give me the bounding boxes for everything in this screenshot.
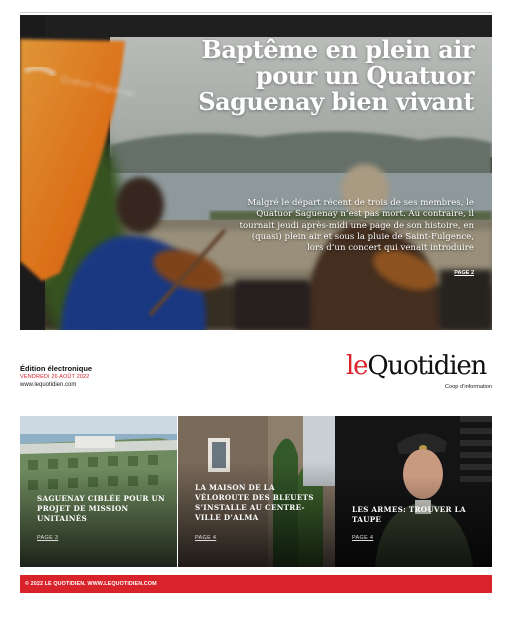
hero-story[interactable] bbox=[20, 15, 492, 330]
hero-title[interactable]: Baptême en plein air pour un Quatuor Saguenay bien vivant bbox=[198, 35, 474, 116]
logo-quotidien: Quotidien bbox=[367, 351, 487, 381]
edition-date: VENDREDI 26 AOÛT 2022 bbox=[20, 374, 90, 380]
card-photo-building bbox=[20, 416, 177, 567]
story-card-saguenay[interactable] bbox=[20, 416, 177, 567]
story-card-maison-veloroute[interactable] bbox=[178, 416, 335, 567]
card-page-link[interactable]: PAGE 4 bbox=[352, 535, 374, 541]
hero-page-link[interactable]: PAGE 2 bbox=[454, 270, 474, 276]
card-title[interactable]: SAGUENAY CIBLÉE POUR UN PROJET DE MISSION UNITAINÉS bbox=[37, 494, 165, 523]
card-title[interactable]: LA MAISON DE LA VÉLOROUTE DES BLEUETS S’INSTALLE AU CENTRE-VILLE D’ALMA bbox=[195, 483, 314, 522]
le-quotidien-logo[interactable] bbox=[346, 349, 492, 383]
logo-tagline: Coop d’information bbox=[445, 384, 492, 390]
banner-logo-text: Quatuor Saguenay bbox=[59, 73, 136, 99]
edition-url-link[interactable]: www.lequotidien.com bbox=[20, 382, 77, 388]
card-title[interactable]: LES ARMES: TROUVER LA TAUPE bbox=[352, 505, 466, 524]
story-card-les-armes[interactable] bbox=[335, 416, 492, 567]
edition-title: Édition électronique bbox=[20, 364, 93, 373]
card-photo-soldier bbox=[335, 416, 492, 567]
hero-description: Malgré le départ récent de trois de ses membres, le Quatuor Saguenay n’est pas mort. Au contraire, il tournait jeudi après-midi une page de son histoire, en (quasi) plein air et sous la pluie de Saint-Fulgence, lors d’un concert qui venait introduire bbox=[239, 198, 474, 254]
logo-le: le bbox=[346, 351, 368, 381]
card-page-link[interactable]: PAGE 4 bbox=[195, 535, 217, 541]
card-page-link[interactable]: PAGE 3 bbox=[37, 535, 59, 541]
footer-bar bbox=[20, 575, 492, 593]
top-rule bbox=[20, 12, 492, 13]
footer-copyright: © 2022 LE QUOTIDIEN. WWW.LEQUOTIDIEN.COM bbox=[25, 581, 157, 587]
